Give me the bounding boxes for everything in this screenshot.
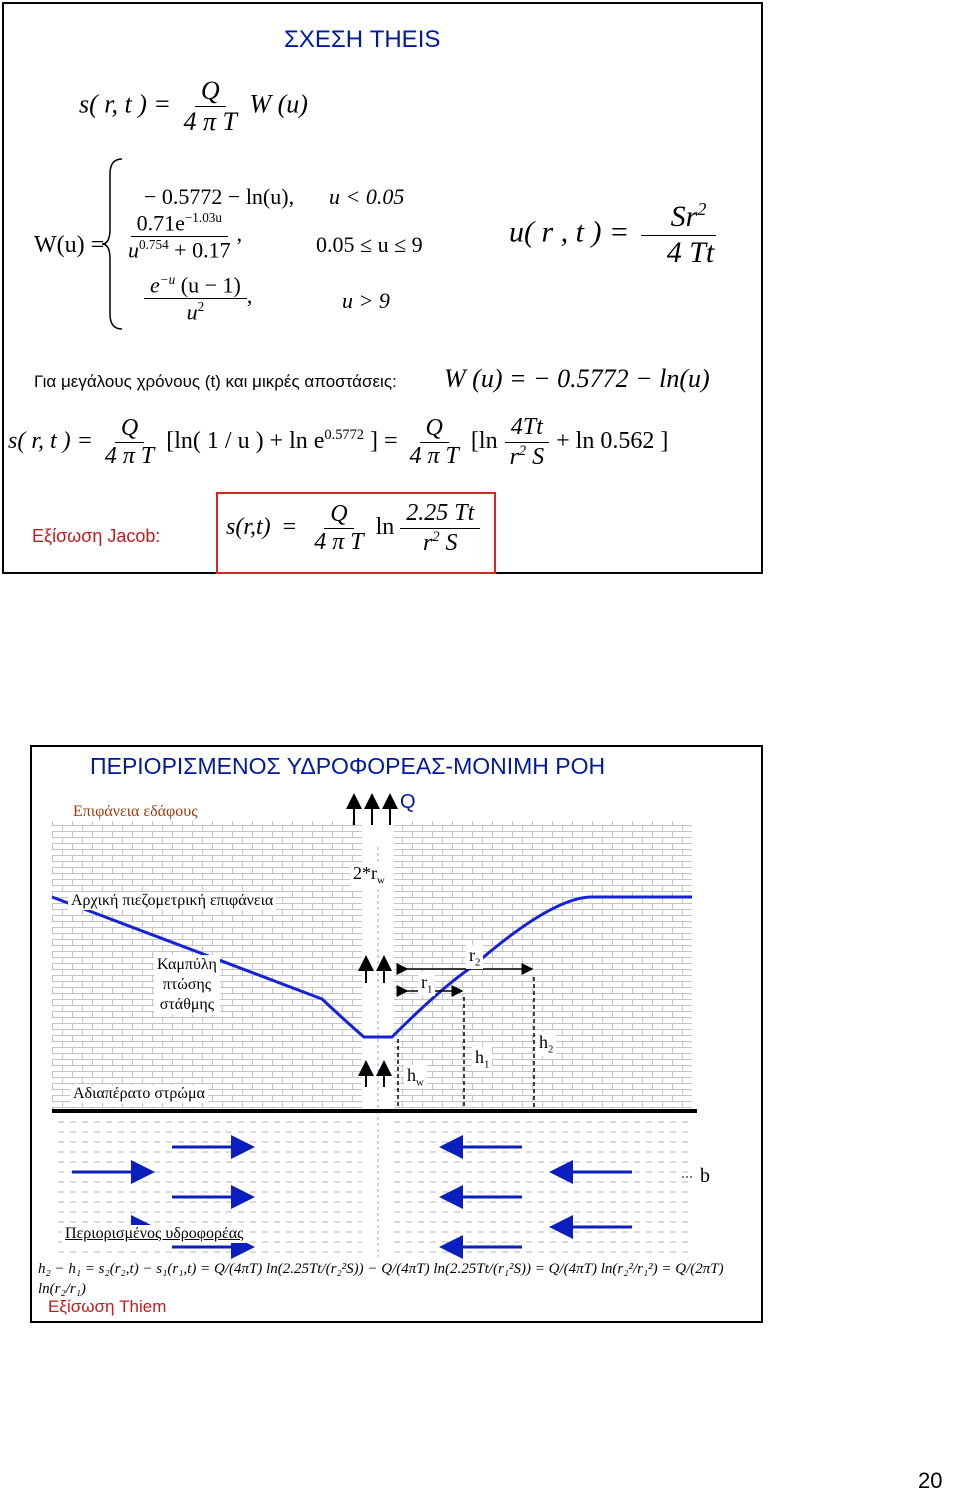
long-equation: s( r, t ) = $\frac{Q}{\text{4 π T}}$ [ln( 1 / u ) + $\ln e^{0.5772}$ ] = $\frac{Q}{\text{4 π T}}$ [ln $\frac{4Tt}{r^2 S}$ + ln 0.562 ] — [8, 414, 669, 470]
slide-title: ΣΧΕΣΗ THEIS — [284, 26, 441, 53]
page-number: 20 — [918, 1468, 943, 1493]
case1-cond: u < 0.05 — [329, 184, 405, 209]
drawdown-curve-label: Καμπύλη πτώσης στάθμης — [154, 955, 220, 1015]
w-lhs: W(u) = — [34, 232, 105, 258]
ground-surface-label: Επιφάνεια εδάφους — [70, 803, 201, 821]
well-radius-label: $2*r_w$ — [350, 863, 388, 887]
h1-label: $h_1$ — [472, 1047, 492, 1071]
slide-theis — [2, 2, 763, 574]
thiem-equation: h₂ − h₁ = s₂(r₂,t) − s₁(r₁,t) = Q/(4πT) ln(2.25Tt/(r₂²S)) − Q/(4πT) ln(2.25Tt/(r₁²S)) = Q/(4πT) ln(r₂²/r₁²) = Q/(2πT) ln(r₂/r₁) — [38, 1261, 724, 1297]
hw-label: $h_w$ — [404, 1065, 427, 1089]
r2-label: $r_2$ — [466, 945, 483, 969]
confined-aquifer-label: Περιορισμένος υδροφορέας — [62, 1225, 246, 1243]
slide-title: ΠΕΡΙΟΡΙΣΜΕΝΟΣ ΥΔΡΟΦΟΡΕΑΣ-ΜΟΝΙΜΗ ΡΟΗ — [90, 753, 606, 779]
h2-label: $h_2$ — [536, 1032, 556, 1056]
slide-confined-aquifer — [30, 745, 763, 1323]
approx-note: Για μεγάλους χρόνους (t) και μικρές αποστάσεις: — [34, 372, 397, 391]
initial-piezometric-label: Αρχική πιεζομετρική επιφάνεια — [68, 892, 276, 910]
q-label: Q — [400, 791, 416, 813]
impervious-label: Αδιαπέρατο στρώμα — [70, 1085, 208, 1103]
approx-equation: W (u) = − 0.5772 − ln(u) — [444, 364, 710, 393]
jacob-equation: s(r,t) = $\frac{Q}{\text{4 π T}}$ ln $\frac{2.25 Tt}{r^2 S}$ — [226, 500, 480, 557]
case3-cond: u > 9 — [342, 288, 390, 313]
case3: $\frac{e^{-u} (u - 1)}{u^2}$ , — [144, 272, 252, 324]
theis-equation: s( r, t ) = $\frac{Q}{\text{4 π T}}$ W (u) — [79, 76, 308, 136]
case1: − 0.5772 − ln(u), — [144, 184, 295, 209]
jacob-label: Εξίσωση Jacob: — [32, 526, 161, 546]
b-label: b — [700, 1165, 710, 1187]
u-equation: u( r , t ) = $\frac{Sr^2}{4 Tt}$ — [509, 199, 720, 270]
case2-cond: 0.05 ≤ u ≤ 9 — [316, 232, 423, 257]
thiem-label: Εξίσωση Thiem — [48, 1297, 167, 1316]
case2: $\frac{0.71e^{-1.03u}}{u^{0.754} + 0.17}$ , — [128, 210, 243, 262]
r1-label: $r_1$ — [418, 972, 435, 996]
